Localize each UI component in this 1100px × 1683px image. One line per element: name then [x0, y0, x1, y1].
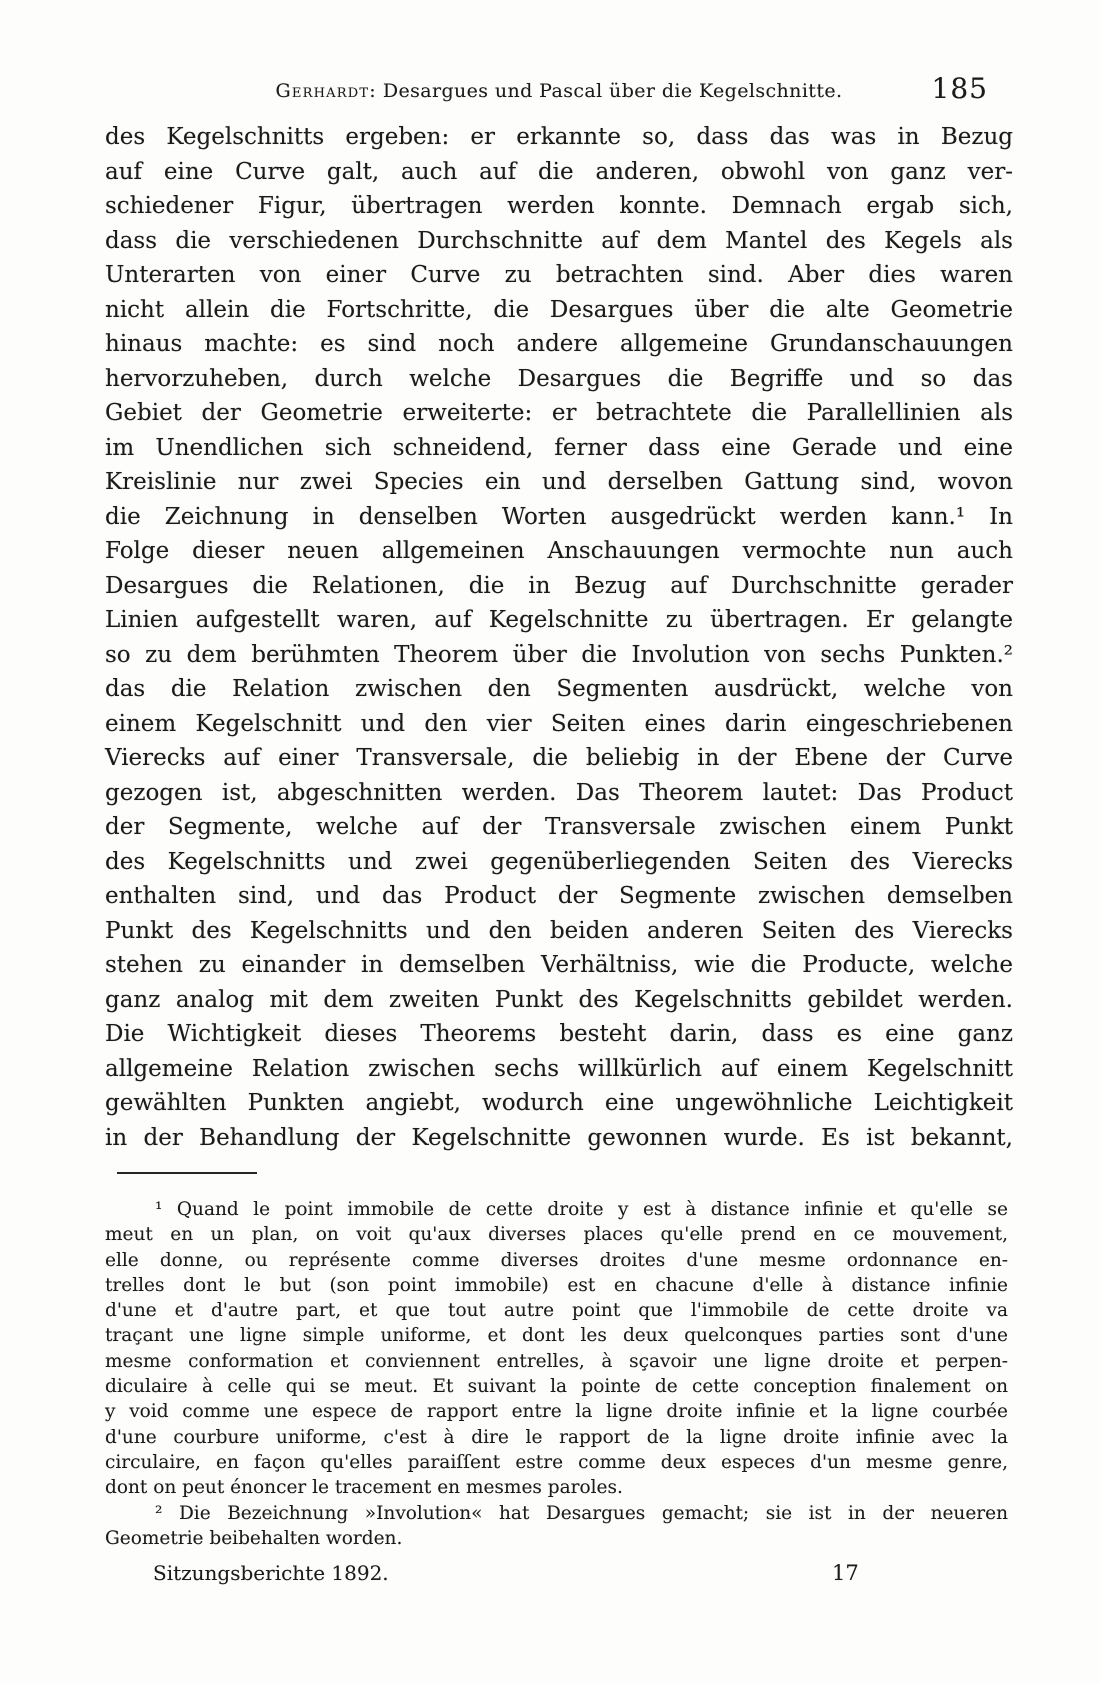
body-line: Gebiet der Geometrie erweiterte: er betrachtete die Parallellinien als: [105, 400, 1013, 426]
footnote-line: d'une courbure uniforme, c'est à dire le rapport de la ligne droite infinie avec la: [105, 1426, 1008, 1448]
body-line: des Kegelschnitts ergeben: er erkannte so, dass das was in Bezug: [105, 124, 1013, 150]
sheet-number: 17: [832, 1561, 859, 1585]
footnote-line: dont on peut énoncer le tracement en mesmes paroles.: [105, 1477, 623, 1499]
page-footer: [105, 1561, 1013, 1595]
body-line: hervorzuheben, durch welche Desargues die Begriffe und so das: [105, 365, 1013, 392]
body-line: stehen zu einander in demselben Verhältniss, wie die Producte, welche: [105, 952, 1013, 978]
body-line: des Kegelschnitts und zwei gegenüberliegenden Seiten des Vierecks: [105, 848, 1013, 875]
footnote-line: d'une et d'autre part, et que tout autre point que l'immobile de cette droite va: [105, 1300, 1008, 1322]
footnote-line: meut en un plan, on voit qu'aux diverses places qu'elle prend en ce mouvement,: [105, 1224, 1008, 1246]
body-line: die Zeichnung in denselben Worten ausgedrückt werden kann.¹ In: [105, 503, 1013, 530]
body-line: einem Kegelschnitt und den vier Seiten eines darin eingeschriebenen: [105, 710, 1013, 737]
footnote-1: [105, 1197, 1008, 1501]
footnote-line: traçant une ligne simple uniforme, et dont les deux quelconques parties sont d'une: [105, 1325, 1008, 1347]
body-line: hinaus machte: es sind noch andere allgemeine Grundanschauungen: [105, 331, 1013, 357]
body-line: dass die verschiedenen Durchschnitte auf dem Mantel des Kegels als: [105, 227, 1013, 254]
footnote-line: diculaire à celle qui se meut. Et suivant la pointe de cette conception finalement on: [105, 1376, 1008, 1398]
footnote-line: Geometrie beibehalten worden.: [105, 1527, 403, 1549]
imprint-label: Sitzungsberichte 1892.: [153, 1561, 389, 1585]
body-line: ganz analog mit dem zweiten Punkt des Kegelschnitts gebildet werden.: [105, 986, 1013, 1013]
body-line: Folge dieser neuen allgemeinen Anschauungen vermochte nun auch: [105, 538, 1013, 564]
header-title: Desargues und Pascal über die Kegelschnitte.: [382, 80, 843, 102]
footnote-line: y void comme une espece de rapport entre la ligne droite infinie et la ligne courbée: [105, 1401, 1008, 1423]
running-header: [105, 80, 1013, 102]
footnote-line: trelles dont le but (son point immobile) est en chacune d'elle à distance infinie: [105, 1274, 1008, 1296]
body-line: gezogen ist, abgeschnitten werden. Das Theorem lautet: Das Product: [105, 779, 1013, 806]
body-line: Punkt des Kegelschnitts und den beiden anderen Seiten des Vierecks: [105, 917, 1013, 944]
page-number: 185: [931, 72, 988, 105]
body-line: auf eine Curve galt, auch auf die anderen, obwohl von ganz ver-: [105, 158, 1013, 185]
footnote-2: [105, 1501, 1008, 1552]
body-line: allgemeine Relation zwischen sechs willkürlich auf einem Kegelschnitt: [105, 1055, 1013, 1082]
footnote-line: elle donne, ou représente comme diverses droites d'une mesme ordonnance en-: [105, 1249, 1008, 1271]
footnote-separator: [117, 1172, 257, 1174]
body-line: enthalten sind, und das Product der Segmente zwischen demselben: [105, 883, 1013, 909]
body-line: Vierecks auf einer Transversale, die beliebig in der Ebene der Curve: [105, 745, 1013, 771]
body-line: in der Behandlung der Kegelschnitte gewonnen wurde. Es ist bekannt,: [105, 1124, 1013, 1151]
body-line: der Segmente, welche auf der Transversale zwischen einem Punkt: [105, 814, 1013, 840]
body-line: das die Relation zwischen den Segmenten ausdrückt, welche von: [105, 676, 1013, 702]
body-line: Kreislinie nur zwei Species ein und derselben Gattung sind, wovon: [105, 469, 1013, 495]
main-paragraph: [105, 120, 1013, 1155]
footnote-line: ² Die Bezeichnung »Involution« hat Desargues gemacht; sie ist in der neueren: [155, 1502, 1008, 1524]
footnotes-block: [105, 1197, 1008, 1551]
footnote-line: ¹ Quand le point immobile de cette droite y est à distance infinie et qu'elle se: [155, 1199, 1008, 1220]
body-line: nicht allein die Fortschritte, die Desargues über die alte Geometrie: [105, 296, 1013, 323]
body-line: Unterarten von einer Curve zu betrachten sind. Aber dies waren: [105, 262, 1013, 288]
body-line: Die Wichtigkeit dieses Theorems besteht darin, dass es eine ganz: [105, 1021, 1013, 1047]
header-author: Gerhardt:: [275, 80, 377, 102]
body-line: so zu dem berühmten Theorem über die Involution von sechs Punkten.²: [105, 641, 1013, 668]
body-line: Linien aufgestellt waren, auf Kegelschnitte zu übertragen. Er gelangte: [105, 607, 1013, 633]
body-line: Desargues die Relationen, die in Bezug auf Durchschnitte gerader: [105, 572, 1013, 599]
body-line: gewählten Punkten angiebt, wodurch eine ungewöhnliche Leichtigkeit: [105, 1090, 1013, 1116]
footnote-line: circulaire, en façon qu'elles paraiſſent estre comme deux especes d'un mesme genre,: [105, 1451, 1008, 1473]
body-line: im Unendlichen sich schneidend, ferner dass eine Gerade und eine: [105, 434, 1013, 461]
footnote-line: mesme conformation et conviennent entrelles, à sçavoir une ligne droite et perpen-: [105, 1350, 1008, 1372]
body-line: schiedener Figur, übertragen werden konnte. Demnach ergab sich,: [105, 193, 1013, 219]
